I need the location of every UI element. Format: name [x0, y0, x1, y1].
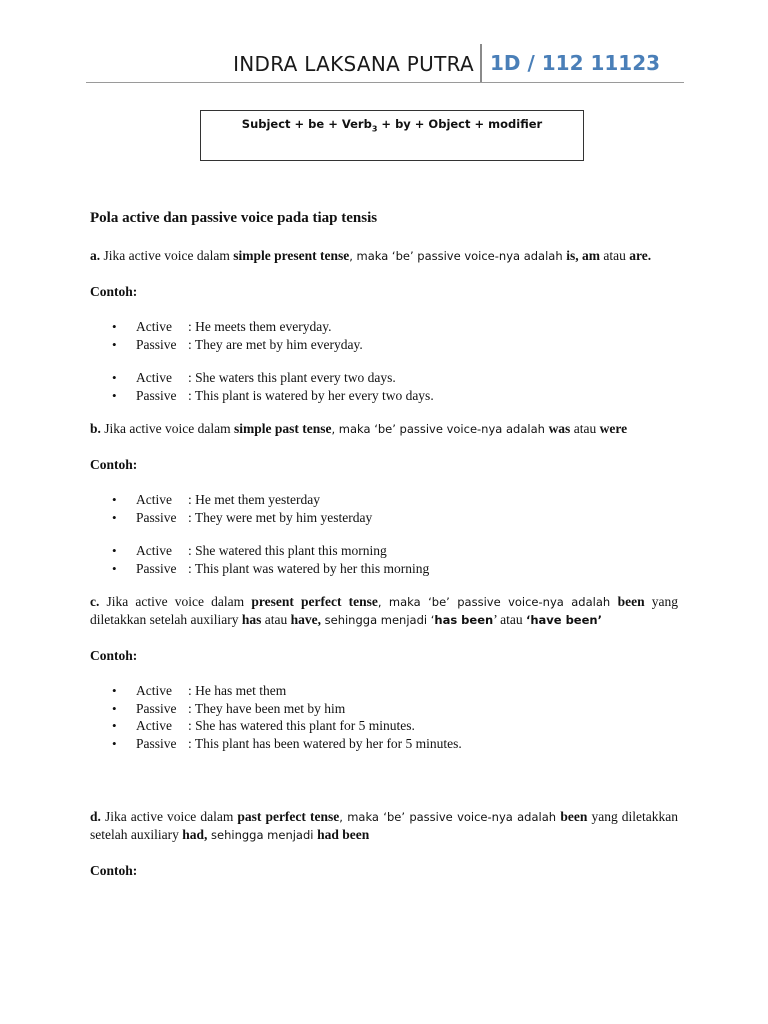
bold-d2: had,	[182, 827, 208, 842]
passive-label: Passive	[136, 700, 177, 716]
bold-c2: has	[241, 612, 262, 627]
example-text: : She watered this plant this morning	[188, 543, 387, 558]
passive-label: Passive	[136, 509, 177, 525]
list-item	[90, 717, 678, 735]
contoh-label-a: Contoh:	[90, 284, 138, 299]
text-a2: , maka ‘be’ passive voice-nya adalah	[349, 249, 567, 263]
text-c3: yang diletakkan setelah auxiliary	[90, 594, 678, 627]
list-item	[90, 542, 678, 560]
formula-subscript: 3	[371, 124, 378, 134]
example-text: : He met them yesterday	[188, 492, 320, 507]
section-title: Pola active dan passive voice pada tiap tensis	[90, 210, 378, 226]
text-d4: sehingga menjadi	[207, 828, 318, 842]
author-name: INDRA LAKSANA PUTRA	[233, 52, 474, 76]
formula-part-2: + by + Object + modifier	[377, 117, 543, 131]
example-text: : This plant was watered by her this morning	[188, 560, 430, 576]
active-label: Active	[136, 683, 172, 698]
bold-a1: is, am	[566, 248, 601, 263]
text-c2: , maka ‘be’ passive voice-nya adalah	[377, 595, 618, 609]
paragraph-c	[90, 593, 678, 629]
list-item	[90, 369, 678, 387]
document-header	[86, 44, 684, 83]
formula-box	[200, 110, 584, 161]
bold-c3: have,	[290, 612, 321, 627]
bold-d1: been	[560, 809, 588, 824]
list-item	[90, 336, 678, 354]
formula-part-1: Subject + be + Verb	[241, 117, 372, 131]
example-text: : He meets them everyday.	[188, 319, 332, 334]
example-text: : He has met them	[188, 683, 287, 698]
bold-b1: was	[548, 421, 571, 436]
text-a3: atau	[600, 248, 630, 263]
passive-label: Passive	[136, 560, 177, 576]
list-item	[90, 509, 678, 527]
passive-label: Passive	[136, 735, 177, 751]
active-label: Active	[136, 492, 172, 507]
bold-b2: were	[599, 421, 628, 436]
paragraph-a	[90, 247, 678, 265]
passive-label: Passive	[136, 336, 177, 352]
contoh-label-b: Contoh:	[90, 457, 138, 472]
text-c6: ’ atau	[493, 612, 526, 627]
marker-b: b.	[90, 421, 101, 436]
document-body	[90, 210, 678, 879]
list-item	[90, 491, 678, 509]
tense-d: past perfect tense	[237, 809, 340, 824]
class-id: 1D / 112 11123	[490, 51, 661, 75]
list-item	[90, 700, 678, 718]
list-item	[90, 682, 678, 700]
bold-c1: been	[617, 594, 645, 609]
tense-b: simple past tense	[233, 421, 332, 436]
example-text: : They were met by him yesterday	[188, 509, 373, 525]
example-text: : She waters this plant every two days.	[188, 370, 396, 385]
tense-a: simple present tense	[233, 248, 350, 263]
bold-a2: are.	[629, 248, 652, 263]
text-b3: atau	[570, 421, 600, 436]
contoh-label-c: Contoh:	[90, 648, 138, 663]
contoh-label-d: Contoh:	[90, 863, 138, 878]
list-item	[90, 318, 678, 336]
example-text: : This plant is watered by her every two days.	[188, 387, 434, 403]
marker-d: d.	[90, 809, 101, 824]
header-divider	[480, 44, 482, 82]
active-label: Active	[136, 370, 172, 385]
active-label: Active	[136, 543, 172, 558]
example-list-c	[90, 682, 678, 752]
example-list-a2	[90, 369, 678, 404]
active-label: Active	[136, 319, 172, 334]
list-item	[90, 387, 678, 405]
example-text: : She has watered this plant for 5 minutes.	[188, 718, 415, 733]
text-c5: sehingga menjadi ‘	[320, 613, 435, 627]
text-b2: , maka ‘be’ passive voice-nya adalah	[331, 422, 549, 436]
example-list-b2	[90, 542, 678, 577]
text-c1: Jika active voice dalam	[99, 594, 252, 609]
example-list-b1	[90, 491, 678, 526]
text-c4: atau	[261, 612, 291, 627]
text-d2: , maka ‘be’ passive voice-nya adalah	[339, 810, 561, 824]
tense-c: present perfect tense	[251, 594, 378, 609]
passive-label: Passive	[136, 387, 177, 403]
text-b1: Jika active voice dalam	[100, 421, 234, 436]
paragraph-b	[90, 420, 678, 438]
active-label: Active	[136, 718, 172, 733]
bold-d3: had been	[317, 827, 370, 842]
example-text: : They are met by him everyday.	[188, 336, 363, 352]
marker-a: a.	[90, 248, 101, 263]
paragraph-d	[90, 808, 678, 844]
list-item	[90, 735, 678, 753]
text-a1: Jika active voice dalam	[100, 248, 234, 263]
bold-c4: has been	[434, 613, 494, 627]
text-d1: Jika active voice dalam	[100, 809, 238, 824]
bold-c5: ‘have been’	[525, 613, 602, 627]
list-item	[90, 560, 678, 578]
example-text: : They have been met by him	[188, 700, 346, 716]
text-d3: yang diletakkan setelah auxiliary	[90, 809, 678, 842]
marker-c: c.	[90, 594, 100, 609]
example-list-a1	[90, 318, 678, 353]
example-text: : This plant has been watered by her for 5 minutes.	[188, 735, 462, 751]
